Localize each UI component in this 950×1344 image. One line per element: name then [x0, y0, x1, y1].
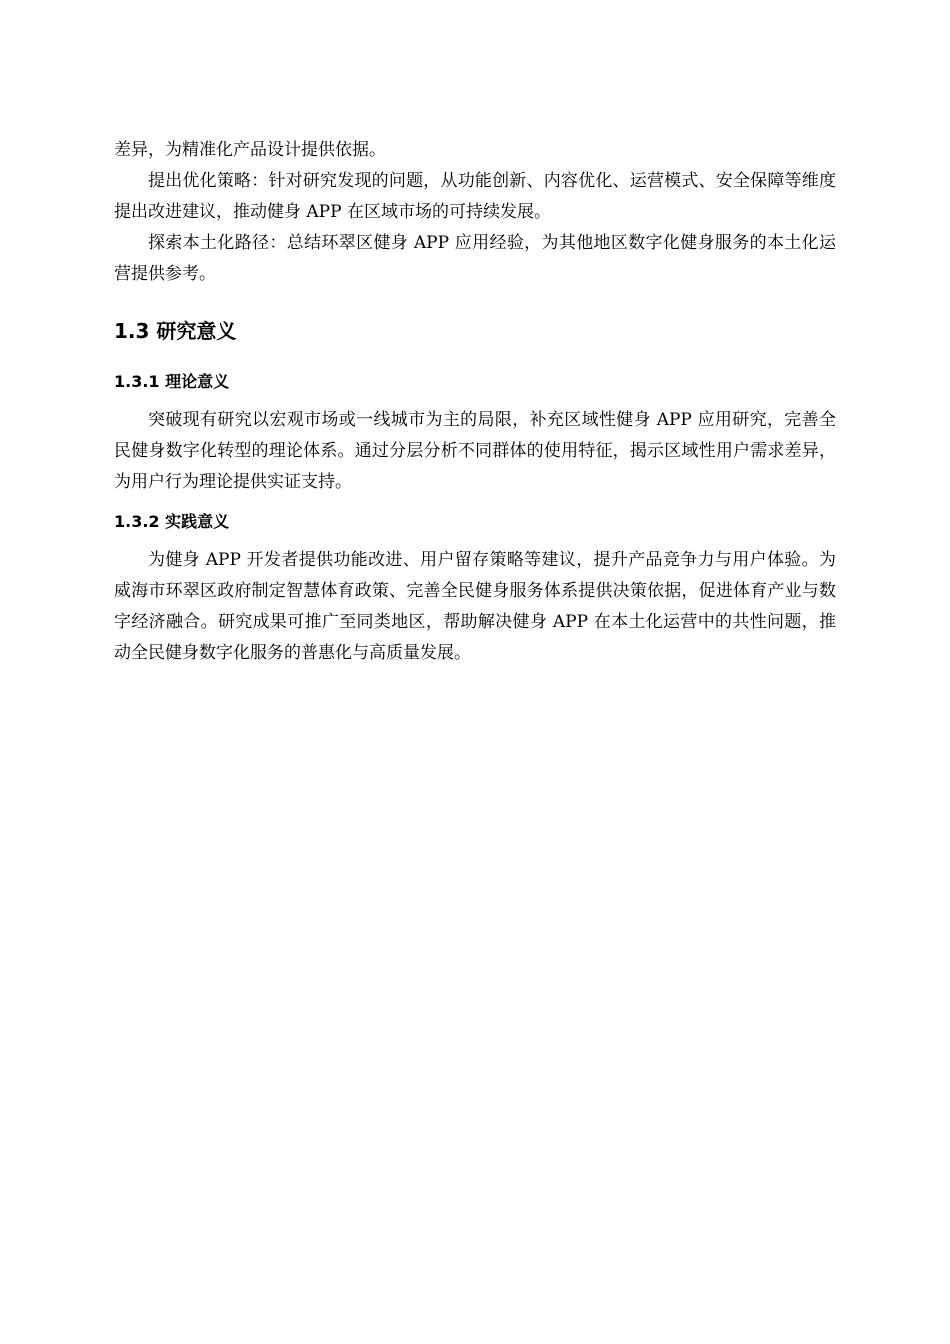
subsection-heading-practical: 1.3.2 实践意义	[114, 512, 230, 531]
practical-significance-paragraph: 为健身 APP 开发者提供功能改进、用户留存策略等建议，提升产品竞争力与用户体验。为威海市环翠区政府制定智慧体育政策、完善全民健身服务体系提供决策依据，促进体育产业与数字经济融合。研究成果可推广至同类地区，帮助解决健身 APP 在本土化运营中的共性问题，推动全民健身数字化服务的普惠化与高质量发展。	[114, 550, 836, 663]
localization-path-paragraph: 探索本土化路径：总结环翠区健身 APP 应用经验，为其他地区数字化健身服务的本土化运营提供参考。	[114, 233, 836, 284]
subsection-heading-theoretical: 1.3.1 理论意义	[114, 372, 230, 391]
page-content	[114, 135, 836, 669]
section-heading-research-significance: 1.3 研究意义	[114, 319, 237, 343]
continued-paragraph: 差异，为精准化产品设计提供依据。	[114, 140, 386, 160]
theoretical-significance-paragraph: 突破现有研究以宏观市场或一线城市为主的局限，补充区域性健身 APP 应用研究，完善全民健身数字化转型的理论体系。通过分层分析不同群体的使用特征，揭示区域性用户需求差异，为用户行为理论提供实证支持。	[114, 410, 836, 492]
optimization-strategy-paragraph: 提出优化策略：针对研究发现的问题，从功能创新、内容优化、运营模式、安全保障等维度提出改进建议，推动健身 APP 在区域市场的可持续发展。	[114, 171, 836, 222]
